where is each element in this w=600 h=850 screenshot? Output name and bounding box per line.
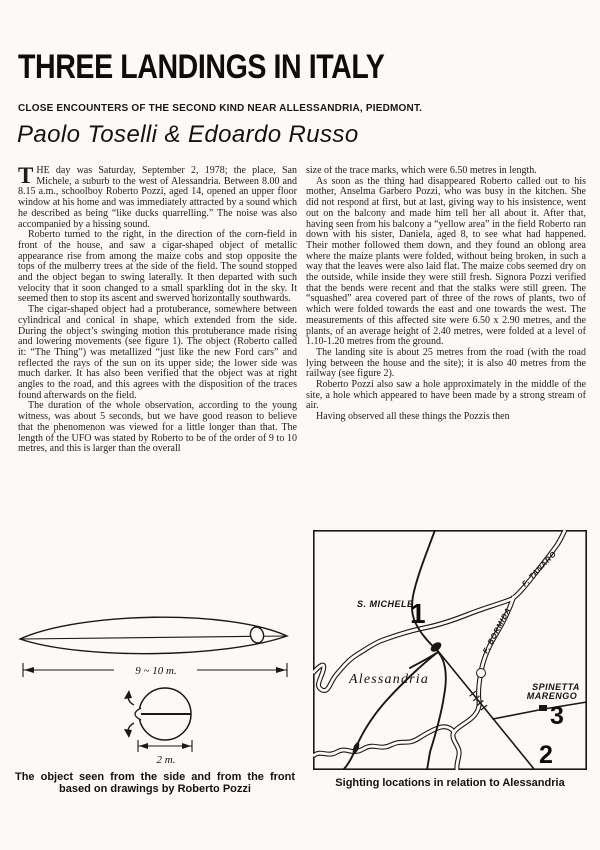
width-dimension	[138, 740, 192, 752]
article-byline: Paolo Toselli & Edoardo Russo	[17, 121, 359, 148]
paragraph: Roberto turned to the right, in the direction of the corn-field in front of the house, and saw a cigar-shaped object of metallic appearance rise from among the maize cobs and stop opposite the tops of the mulberry trees at the side of the field. The sound stopped and the object began to swing laterally. It then departed with such velocity that it soon changed to a small sparkling dot in the sky. It seemed then to stop its ascent and swerved horizontally southwards.	[18, 229, 297, 305]
label-spinetta: SPINETTA	[532, 682, 580, 692]
dropcap-letter: T	[18, 166, 34, 188]
label-marker-3: 3	[550, 702, 564, 730]
figure1-caption	[8, 772, 302, 795]
label-f-tanaro: F. TANARO	[519, 549, 559, 589]
figure-map	[313, 530, 587, 775]
paragraph: The landing site is about 25 metres from the road (with the road lying between the house and the site); it is also 40 metres from the railway (see figure 2).	[306, 346, 586, 380]
arrowhead-up	[124, 690, 132, 699]
ufo-protuberance	[249, 626, 265, 645]
paragraph-text: HE day was Saturday, September 2, 1978; the place, San Michele, a suburb to the west of Alessandria. Between 8.00 and 8.15 a.m., schoolboy Roberto Pozzi, aged 14, opened an upper floor window at his home and was immediately attracted by a sound which he described as being “like ducks quarrelling.” The noise was also accompanied by a hissing sound.	[18, 166, 297, 230]
label-s-michele: S. MICHELE	[357, 599, 414, 609]
article-subtitle: CLOSE ENCOUNTERS OF THE SECOND KIND NEAR ALLESSANDRIA, PIEDMONT.	[18, 103, 423, 114]
arrowhead-down	[124, 729, 132, 738]
paragraph	[18, 166, 297, 230]
paragraph: size of the trace marks, which were 6.50 metres in length.	[306, 166, 537, 176]
figure-object-drawings	[10, 606, 302, 774]
figure1-caption-line1: The object seen from the side and from the front	[14, 771, 296, 783]
spinetta-square	[539, 705, 547, 711]
bridge-symbol	[477, 669, 486, 678]
ufo-drawing-svg	[10, 606, 302, 769]
paragraph: Having observed all these things the Pozzis then	[316, 411, 510, 423]
paragraph: As soon as the thing had disappeared Roberto called out to his mother, Anselma Garbero Pozzi, who was busy in the kitchen. She did not respond at first, but at last, giving way to his insistence, went out on the balcony and made him tell her all about it. After that, having seen from his balcony a “yellow area” in the field Roberto ran down with his sister, Daniela, aged 8, to see what had happened. Their mother followed them down, and they found an oblong area where the maize plants were folded, without being broken, in such a way that the leaves were also laid flat. The maize cobs seemed dry on the outside, while inside they were still fresh. Signora Pozzi verified that the bends were recent and that the stalks were still green. The “squashed” area covered part of three of the rows of plants, two of which were folded towards the east and one towards the west. The measurements of this affected site were 6.50 x 2.90 metres, and the plants, of an average height of 2.40 metres, were folded at a level of 1.10-1.20 metres from the ground.	[306, 175, 586, 348]
ufo-side-outline	[20, 617, 287, 653]
paragraph: Roberto Pozzi also saw a hole approximately in the middle of the site, a hole which appeared to have been made by a strong stream of air.	[306, 379, 586, 412]
label-f-bormida: F. BORMIDA	[480, 605, 513, 655]
label-marker-1: 1	[410, 598, 426, 629]
page-title: THREE LANDINGS IN ITALY	[18, 48, 385, 86]
length-label: 9 ~ 10 m.	[135, 665, 177, 677]
map-caption: Sighting locations in relation to Alessandria	[335, 777, 565, 789]
ufo-side-midline	[20, 636, 287, 639]
paragraph: The cigar-shaped object had a protuberance, somewhere between cylindrical and conical in shape, which extended from the side. During the object’s swinging motion this protuberance made rising and lowering movements (see figure 1). The object (Roberto called it: “The Thing”) was metallized “just like the new Ford cars” and reflected the rays of the sun on its upper side; the lower side was much darker. It has also been verified that the object was at right angles to the road, and this agrees with the disposition of the traces found afterwards on the field.	[18, 304, 297, 401]
label-marengo: MARENGO	[526, 691, 578, 701]
right-column	[306, 166, 586, 528]
map-svg	[313, 530, 587, 770]
ufo-front-nub	[135, 708, 141, 720]
left-column	[18, 166, 297, 586]
label-marker-2: 2	[539, 741, 553, 769]
figure1-caption-line2: based on drawings by Roberto Pozzi	[59, 782, 251, 795]
paragraph: The duration of the whole observation, according to the young witness, was about 5 seconds, but we have good reason to believe that the phenomenon was viewed for a little longer than that. The length of the UFO was stated by Roberto to be of the order of 9 to 10 metres, and this is larger than the overall	[18, 400, 297, 455]
label-alessandria: Alessandria	[349, 672, 430, 687]
width-label: 2 m.	[156, 754, 176, 766]
